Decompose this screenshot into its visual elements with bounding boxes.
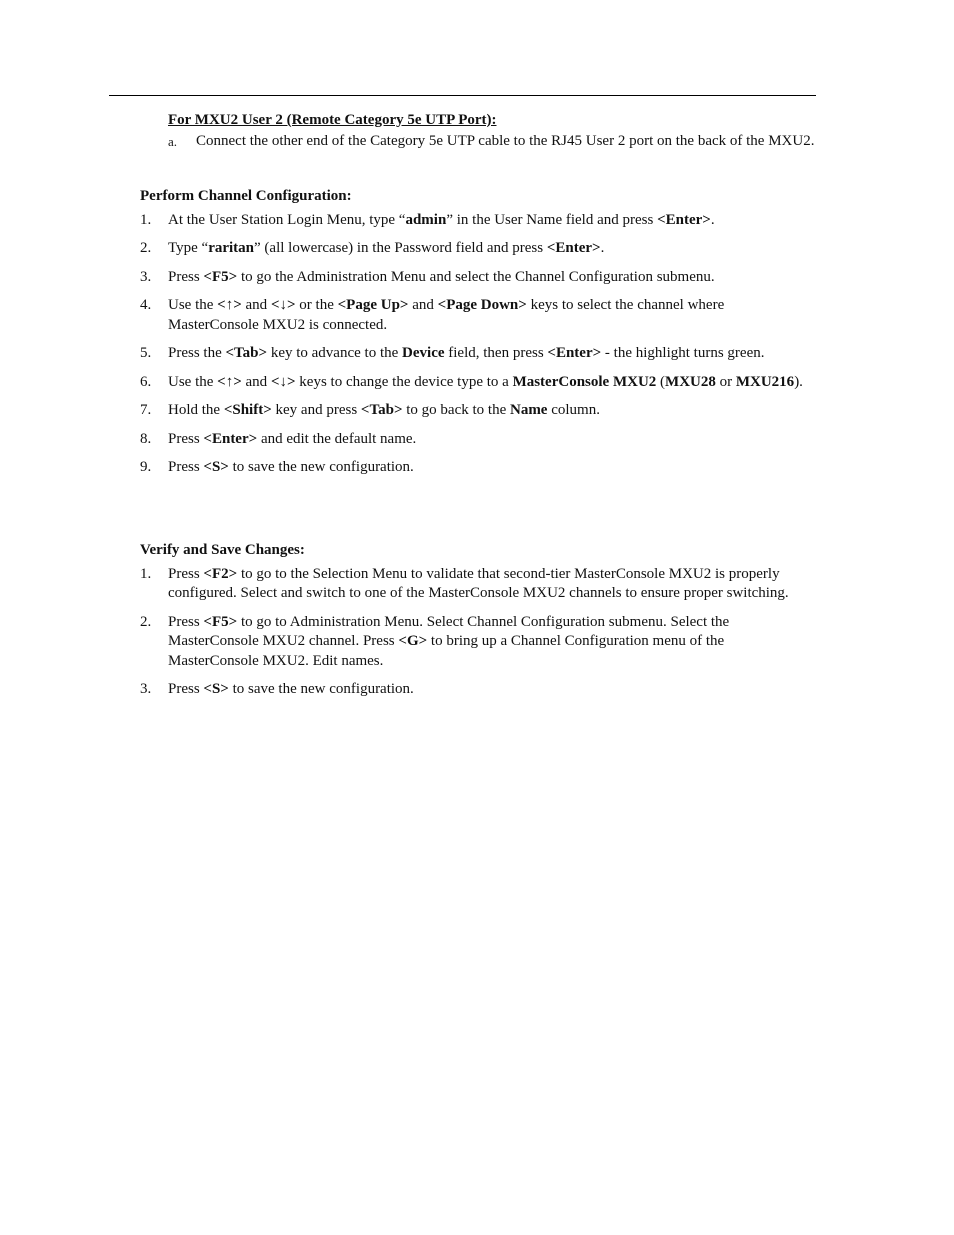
step-number: 6.: [140, 373, 152, 390]
item-marker: a.: [168, 133, 178, 149]
step-number: 3.: [140, 681, 152, 697]
step-text-segment: to go to Administration Menu. Select Channel Configuration submenu. Select the MasterConsole MXU2 channel. Press: [168, 613, 730, 649]
step-text-segment: Press: [168, 459, 204, 475]
step-text: [168, 680, 816, 700]
step-text-segment: and: [241, 297, 271, 313]
emphasis-text: <Page Up>: [337, 297, 409, 313]
step-text: [168, 296, 816, 335]
emphasis-text: <Page Down>: [437, 297, 527, 313]
verify-section: [140, 541, 816, 709]
emphasis-text: MasterConsole MXU2: [512, 373, 657, 390]
header-rule: [109, 95, 816, 96]
emphasis-text: <↓>: [270, 373, 296, 390]
emphasis-text: <Enter>: [657, 211, 711, 228]
emphasis-text: raritan: [208, 240, 255, 256]
step-item: [140, 401, 816, 421]
verify-steps: [140, 565, 816, 700]
step-text: [168, 239, 816, 259]
step-item: [140, 268, 816, 288]
emphasis-text: <Enter>: [546, 240, 601, 256]
step-item: [140, 613, 816, 672]
step-text-segment: Use the: [168, 297, 218, 313]
emphasis-text: <G>: [398, 633, 428, 649]
step-number: 2.: [140, 240, 152, 256]
step-text-segment: .: [600, 240, 605, 256]
step-text-segment: ” (all lowercase) in the Password field and press: [254, 240, 547, 256]
step-item: [140, 680, 816, 700]
step-number: 9.: [140, 459, 152, 475]
step-text: [168, 458, 816, 478]
emphasis-text: <Tab>: [225, 345, 268, 361]
step-text-segment: Hold the: [168, 402, 224, 418]
step-text-segment: to save the new configuration.: [228, 681, 414, 697]
step-text-segment: keys to change the device type to a: [295, 373, 513, 390]
item-text: Connect the other end of the Category 5e UTP cable to the RJ45 User 2 port on the back of the MXU2.: [196, 132, 815, 149]
step-text-segment: and: [408, 297, 438, 313]
step-text: [168, 430, 816, 450]
step-text-segment: Use the: [168, 373, 218, 390]
verify-heading: Verify and Save Changes:: [140, 542, 305, 558]
step-text-segment: key and press: [271, 402, 361, 418]
step-text-segment: key to advance to the: [267, 345, 403, 361]
step-item: [140, 296, 816, 335]
step-item: [140, 565, 816, 604]
emphasis-text: admin: [405, 211, 447, 228]
step-text-segment: to save the new configuration.: [228, 459, 414, 475]
step-text-segment: Press: [168, 430, 204, 447]
step-text-segment: column.: [547, 402, 600, 418]
step-item: [140, 458, 816, 478]
remote-port-item: [168, 132, 816, 152]
emphasis-text: <Shift>: [223, 402, 272, 418]
step-text-segment: field, then press: [444, 345, 548, 361]
step-number: 2.: [140, 613, 152, 630]
step-text: [168, 373, 816, 393]
step-text-segment: and: [241, 373, 271, 390]
step-text-segment: to bring up a Channel Configuration menu of the MasterConsole MXU2. Edit names.: [168, 633, 725, 669]
step-item: [140, 344, 816, 364]
step-text-segment: to go to the Selection Menu to validate that second-tier MasterConsole MXU2 is properly configured. Select and switch to one of the MasterConsole MXU2 channels to ensure proper switching.: [168, 565, 789, 601]
emphasis-text: <F2>: [203, 565, 238, 582]
step-text-segment: Press: [168, 681, 204, 697]
step-text-segment: to go back to the: [402, 402, 510, 418]
step-text: [168, 565, 816, 604]
step-text-segment: Press: [168, 613, 204, 630]
step-text: [168, 268, 816, 288]
step-number: 1.: [140, 211, 152, 228]
step-text-segment: At the User Station Login Menu, type “: [168, 211, 406, 228]
emphasis-text: <↓>: [270, 297, 296, 313]
step-text: [168, 613, 816, 672]
remote-port-section: [168, 111, 816, 151]
emphasis-text: <Tab>: [360, 402, 403, 418]
emphasis-text: <F5>: [203, 268, 238, 285]
emphasis-text: <S>: [203, 459, 229, 475]
step-text-segment: to go the Administration Menu and select the Channel Configuration submenu.: [237, 268, 715, 285]
step-item: [140, 430, 816, 450]
step-item: [140, 239, 816, 259]
channel-config-section: [140, 187, 816, 487]
step-text-segment: Press: [168, 268, 204, 285]
step-text-segment: and edit the default name.: [257, 430, 417, 447]
step-number: 4.: [140, 297, 152, 313]
emphasis-text: MXU28: [665, 373, 716, 390]
channel-config-steps: [140, 211, 816, 478]
step-number: 8.: [140, 430, 152, 447]
emphasis-text: <S>: [203, 681, 229, 697]
step-text-segment: keys to select the channel where MasterConsole MXU2 is connected.: [168, 297, 725, 333]
channel-config-heading: Perform Channel Configuration:: [140, 188, 352, 204]
step-text-segment: Press the: [168, 345, 226, 361]
step-number: 3.: [140, 268, 152, 285]
emphasis-text: <Enter>: [203, 430, 258, 447]
emphasis-text: MXU216: [735, 373, 795, 390]
step-text: [168, 211, 816, 231]
step-text-segment: Type “: [168, 240, 209, 256]
step-text: [168, 344, 816, 364]
step-text-segment: ).: [794, 373, 803, 390]
emphasis-text: <↑>: [217, 373, 242, 390]
step-text-segment: or the: [295, 297, 338, 313]
step-item: [140, 373, 816, 393]
step-text-segment: ” in the User Name field and press: [446, 211, 658, 228]
remote-port-heading: For MXU2 User 2 (Remote Category 5e UTP Port):: [168, 112, 497, 128]
step-number: 1.: [140, 565, 152, 582]
emphasis-text: <F5>: [203, 613, 238, 630]
step-text-segment: .: [710, 211, 715, 228]
step-text-segment: or: [715, 373, 736, 390]
emphasis-text: Name: [509, 402, 548, 418]
step-text-segment: - the highlight turns green.: [601, 345, 765, 361]
emphasis-text: <Enter>: [547, 345, 602, 361]
step-text-segment: Press: [168, 565, 204, 582]
emphasis-text: Device: [402, 345, 445, 361]
emphasis-text: <↑>: [217, 297, 242, 313]
step-text-segment: (: [656, 373, 666, 390]
step-number: 7.: [140, 402, 152, 418]
step-number: 5.: [140, 345, 152, 361]
step-text: [168, 401, 816, 421]
step-item: [140, 211, 816, 231]
